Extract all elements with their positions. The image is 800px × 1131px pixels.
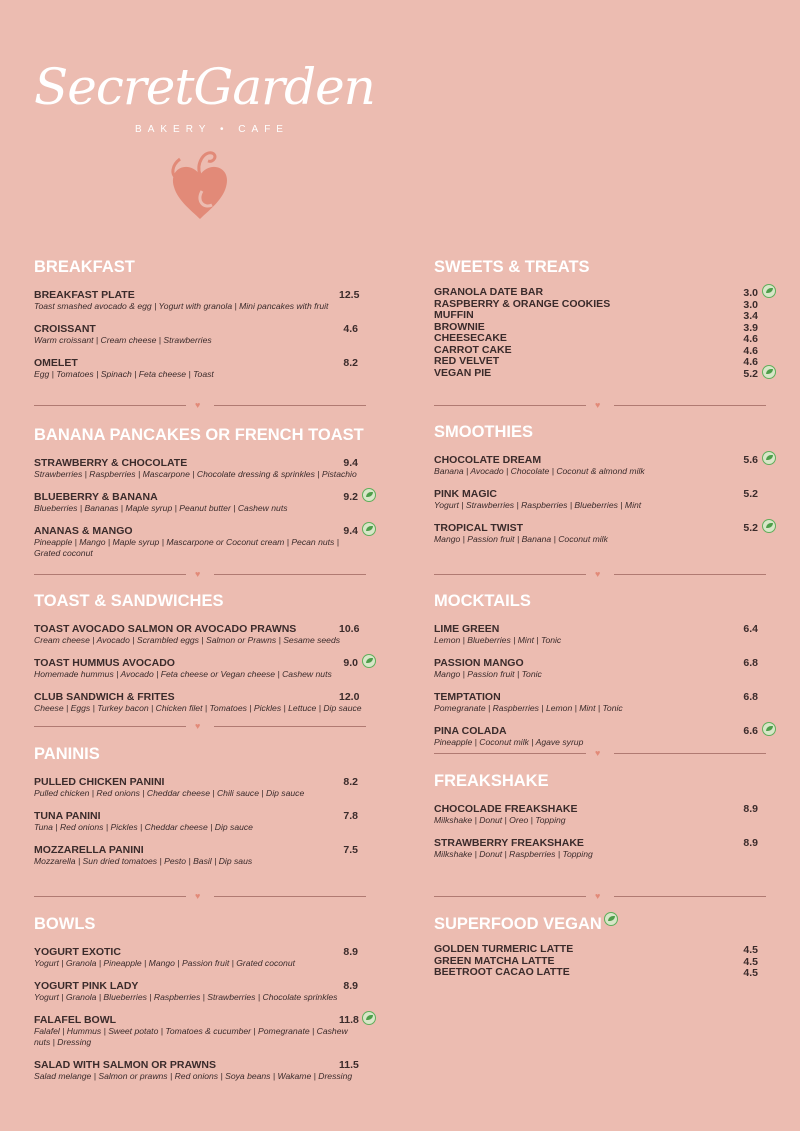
section-title: SUPERFOOD VEGAN	[434, 915, 602, 933]
section-title: PANINIS	[34, 745, 100, 763]
section-smoothies	[434, 423, 779, 556]
item-description: Mozzarella | Sun dried tomatoes | Pesto | Basil | Dip saus	[34, 856, 253, 866]
section-title: BOWLS	[34, 915, 96, 933]
item-price: 5.2	[743, 488, 758, 500]
section-divider	[434, 400, 766, 410]
item-price: 11.8	[339, 1014, 359, 1026]
menu-item	[34, 1014, 379, 1048]
item-name: TROPICAL TWIST	[434, 522, 524, 534]
menu-item	[434, 967, 779, 979]
item-name: STRAWBERRY FREAKSHAKE	[434, 837, 584, 849]
item-price: 4.5	[743, 955, 758, 968]
item-name: CARROT CAKE	[434, 343, 512, 356]
menu-item	[434, 356, 779, 368]
section-title: BREAKFAST	[34, 258, 135, 276]
brand-name: SecretGarden	[34, 58, 375, 116]
item-name: TOAST HUMMUS AVOCADO	[34, 657, 175, 669]
menu-item	[34, 323, 379, 346]
section-bowls	[34, 915, 379, 1093]
item-description: Egg | Tomatoes | Spinach | Feta cheese | Toast	[34, 369, 214, 379]
item-name: TOAST AVOCADO SALMON OR AVOCADO PRAWNS	[34, 623, 297, 635]
item-description: Cheese | Eggs | Turkey bacon | Chicken filet | Tomatoes | Pickles | Lettuce | Dip sauce	[34, 703, 362, 713]
item-name: BREAKFAST PLATE	[34, 289, 135, 301]
item-description: Milkshake | Donut | Raspberries | Topping	[434, 849, 593, 859]
section-divider	[434, 748, 766, 758]
item-price: 3.0	[743, 298, 758, 311]
section-divider	[34, 721, 366, 731]
vegan-icon	[762, 284, 776, 298]
vegan-icon	[362, 488, 376, 502]
item-description: Salad melange | Salmon or prawns | Red onions | Soya beans | Wakame | Dressing	[34, 1071, 353, 1081]
item-description: Yogurt | Strawberries | Raspberries | Blueberries | Mint	[434, 500, 642, 510]
item-description: Homemade hummus | Avocado | Feta cheese or Vegan cheese | Cashew nuts	[34, 669, 332, 679]
section-freakshake	[434, 772, 779, 871]
section-divider	[34, 569, 366, 579]
heart-divider-icon: ♥	[195, 400, 201, 410]
item-name: FALAFEL BOWL	[34, 1014, 117, 1026]
item-name: VEGAN PIE	[434, 366, 492, 379]
vegan-icon	[762, 722, 776, 736]
heart-divider-icon: ♥	[195, 569, 201, 579]
heart-logo-icon	[160, 145, 240, 225]
menu-item	[434, 623, 779, 646]
item-price: 5.2	[743, 522, 758, 534]
item-name: MUFFIN	[434, 309, 474, 321]
menu-item	[434, 837, 779, 860]
item-description: Milkshake | Donut | Oreo | Topping	[434, 815, 566, 825]
item-name: MOZZARELLA PANINI	[34, 844, 144, 856]
section-divider	[434, 569, 766, 579]
menu-item	[434, 803, 779, 826]
item-price: 9.0	[343, 657, 358, 669]
item-description: Falafel | Hummus | Sweet potato | Tomatoes & cucumber | Pomegranate | Cashew nuts | Dressing	[34, 1026, 348, 1047]
item-price: 10.6	[339, 623, 360, 635]
menu-item	[34, 623, 379, 646]
item-price: 8.9	[343, 980, 358, 992]
item-price: 8.9	[743, 837, 758, 849]
section-toast	[34, 592, 379, 725]
menu-item	[34, 1059, 379, 1082]
item-name: RED VELVET	[434, 355, 500, 367]
item-price: 9.4	[343, 457, 358, 469]
item-price: 6.8	[743, 657, 758, 669]
section-breakfast	[34, 258, 379, 391]
item-price: 12.0	[339, 691, 360, 703]
item-price: 3.0	[743, 287, 758, 299]
item-description: Pomegranate | Raspberries | Lemon | Mint | Tonic	[434, 703, 623, 713]
menu-item	[34, 525, 379, 559]
menu-item	[434, 454, 779, 477]
item-description: Pineapple | Coconut milk | Agave syrup	[434, 737, 584, 747]
item-name: TEMPTATION	[434, 691, 501, 703]
item-price: 8.9	[343, 946, 358, 958]
item-name: YOGURT PINK LADY	[34, 980, 139, 992]
vegan-icon	[762, 451, 776, 465]
vegan-icon	[362, 1011, 376, 1025]
item-description: Yogurt | Granola | Blueberries | Raspberries | Strawberries | Chocolate sprinkles	[34, 992, 338, 1002]
item-price: 5.2	[743, 367, 758, 380]
heart-divider-icon: ♥	[595, 891, 601, 901]
menu-item	[434, 944, 779, 956]
item-description: Lemon | Blueberries | Mint | Tonic	[434, 635, 562, 645]
menu-item	[34, 810, 379, 833]
section-title: FREAKSHAKE	[434, 772, 549, 790]
item-description: Tuna | Red onions | Pickles | Cheddar cheese | Dip sauce	[34, 822, 253, 832]
item-name: BEETROOT CACAO LATTE	[434, 966, 570, 978]
menu-item	[434, 691, 779, 714]
menu-item	[34, 457, 379, 480]
item-price: 7.8	[343, 810, 358, 822]
menu-item	[34, 691, 379, 714]
menu-item	[434, 725, 779, 748]
item-price: 4.6	[343, 323, 358, 335]
section-paninis	[34, 745, 379, 878]
item-name: PASSION MANGO	[434, 657, 524, 669]
item-name: GRANOLA DATE BAR	[434, 286, 544, 298]
menu-item	[34, 980, 379, 1003]
item-price: 6.8	[743, 691, 758, 703]
item-name: CHEESECAKE	[434, 332, 507, 344]
section-title: BANANA PANCAKES OR FRENCH TOAST	[34, 426, 364, 444]
item-price: 12.5	[339, 289, 360, 301]
section-mocktails	[434, 592, 779, 759]
menu-item	[34, 776, 379, 799]
item-description: Toast smashed avocado & egg | Yogurt with granola | Mini pancakes with fruit	[34, 301, 329, 311]
brand-subtitle: BAKERY • CAFE	[135, 124, 289, 135]
item-description: Blueberries | Bananas | Maple syrup | Peanut butter | Cashew nuts	[34, 503, 288, 513]
heart-divider-icon: ♥	[195, 891, 201, 901]
item-price: 11.5	[339, 1059, 359, 1071]
item-name: BLUEBERRY & BANANA	[34, 491, 158, 503]
item-description: Pulled chicken | Red onions | Cheddar cheese | Chili sauce | Dip sauce	[34, 788, 305, 798]
item-price: 4.6	[743, 344, 758, 357]
item-price: 3.9	[743, 321, 758, 334]
section-divider	[434, 891, 766, 901]
vegan-icon	[362, 654, 376, 668]
item-name: PULLED CHICKEN PANINI	[34, 776, 165, 788]
vegan-icon	[762, 519, 776, 533]
item-name: STRAWBERRY & CHOCOLATE	[34, 457, 188, 469]
item-price: 8.2	[343, 357, 358, 369]
item-price: 8.9	[743, 803, 758, 815]
item-description: Yogurt | Granola | Pineapple | Mango | Passion fruit | Grated coconut	[34, 958, 296, 968]
section-title: SMOOTHIES	[434, 423, 534, 441]
item-description: Strawberries | Raspberries | Mascarpone | Chocolate dressing & sprinkles | Pistachio	[34, 469, 357, 479]
item-price: 6.6	[743, 725, 758, 737]
vegan-icon	[762, 365, 776, 379]
section-divider	[34, 400, 366, 410]
item-price: 9.4	[343, 525, 358, 537]
menu-item	[34, 657, 379, 680]
menu-item	[434, 310, 779, 322]
item-name: PINK MAGIC	[434, 488, 497, 500]
section-divider	[34, 891, 366, 901]
item-name: OMELET	[34, 357, 78, 369]
item-name: PINA COLADA	[434, 725, 507, 737]
item-name: RASPBERRY & ORANGE COOKIES	[434, 297, 611, 310]
item-description: Cream cheese | Avocado | Scrambled eggs | Salmon or Prawns | Sesame seeds	[34, 635, 341, 645]
item-name: LIME GREEN	[434, 623, 500, 635]
item-name: CLUB SANDWICH & FRITES	[34, 691, 175, 703]
menu-item	[34, 491, 379, 514]
item-name: GREEN MATCHA LATTE	[434, 954, 555, 967]
item-name: BROWNIE	[434, 320, 485, 333]
item-name: GOLDEN TURMERIC LATTE	[434, 943, 574, 955]
item-name: SALAD WITH SALMON OR PRAWNS	[34, 1059, 216, 1071]
menu-item	[434, 368, 779, 380]
vegan-icon	[604, 912, 618, 926]
heart-divider-icon: ♥	[595, 748, 601, 758]
heart-divider-icon: ♥	[595, 569, 601, 579]
heart-divider-icon: ♥	[595, 400, 601, 410]
item-name: CHOCOLADE FREAKSHAKE	[434, 803, 578, 815]
item-name: CHOCOLATE DREAM	[434, 454, 542, 466]
section-sweets	[434, 258, 779, 379]
menu-item	[34, 357, 379, 380]
item-description: Pineapple | Mango | Maple syrup | Mascarpone or Coconut cream | Pecan nuts | Grated coconut	[34, 537, 339, 558]
item-price: 8.2	[343, 776, 358, 788]
item-name: TUNA PANINI	[34, 810, 101, 822]
item-price: 6.4	[743, 623, 758, 635]
section-superfood	[434, 915, 779, 979]
item-description: Mango | Passion fruit | Banana | Coconut milk	[434, 534, 608, 544]
item-price: 5.6	[743, 454, 758, 466]
menu-item	[434, 657, 779, 680]
item-price: 4.6	[743, 356, 758, 368]
section-banana-pancakes	[34, 426, 379, 570]
item-description: Banana | Avocado | Chocolate | Coconut & almond milk	[434, 466, 645, 476]
menu-item	[434, 299, 779, 311]
menu-item	[434, 287, 779, 299]
section-title: MOCKTAILS	[434, 592, 531, 610]
menu-item	[434, 333, 779, 345]
item-price: 3.4	[743, 310, 758, 322]
item-price: 7.5	[343, 844, 358, 856]
section-title: SWEETS & TREATS	[434, 258, 590, 276]
section-title: TOAST & SANDWICHES	[34, 592, 224, 610]
vegan-icon	[362, 522, 376, 536]
item-price: 4.6	[743, 333, 758, 345]
item-name: YOGURT EXOTIC	[34, 946, 121, 958]
item-description: Warm croissant | Cream cheese | Strawberries	[34, 335, 212, 345]
heart-divider-icon: ♥	[195, 721, 201, 731]
item-name: ANANAS & MANGO	[34, 525, 133, 537]
item-price: 9.2	[343, 491, 358, 503]
menu-item	[34, 289, 379, 312]
menu-item	[434, 522, 779, 545]
menu-item	[434, 488, 779, 511]
item-price: 4.5	[743, 967, 758, 979]
item-description: Mango | Passion fruit | Tonic	[434, 669, 542, 679]
menu-item	[34, 844, 379, 867]
menu-item	[34, 946, 379, 969]
item-name: CROISSANT	[34, 323, 96, 335]
item-price: 4.5	[743, 944, 758, 956]
